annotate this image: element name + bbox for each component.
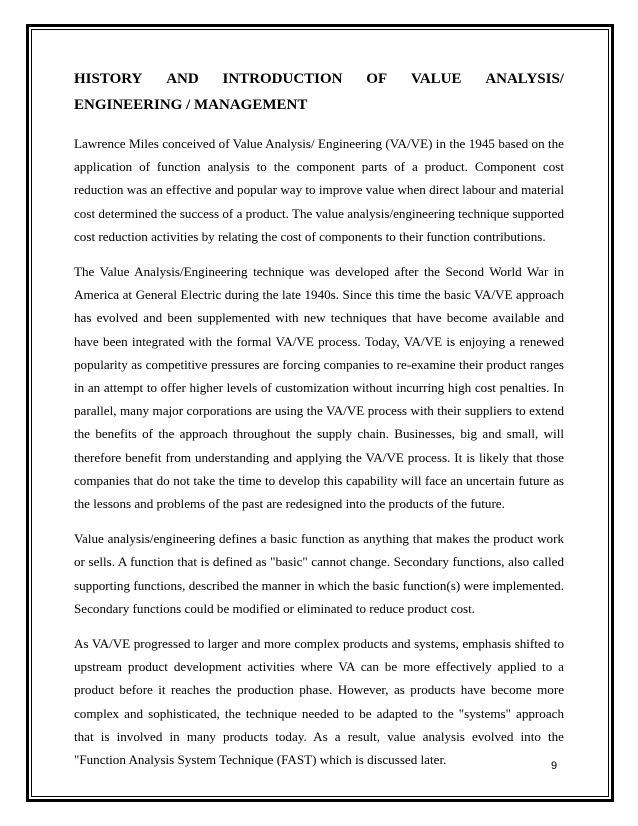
section-heading [74, 66, 564, 118]
heading-word: HISTORY [74, 71, 143, 87]
heading-word: OF [366, 71, 388, 87]
heading-word: VALUE [410, 71, 462, 87]
paragraph: Value analysis/engineering defines a basic function as anything that makes the product work or sells. A function that is defined as "basic" cannot change. Secondary functions, also called supporting functions, described the manner in which the basic function(s) were implemented. Secondary functions could be modified or eliminated to reduce product cost. [74, 531, 564, 616]
paragraph: Lawrence Miles conceived of Value Analysis/ Engineering (VA/VE) in the 1945 based on the application of function analysis to the component parts of a product. Component cost reduction was an effective and popular way to improve value when direct labour and material cost determined the success of a product. The value analysis/engineering technique supported cost reduction activities by relating the cost of components to their function contributions. [74, 136, 564, 244]
page-number: 9 [551, 760, 558, 772]
paragraph: As VA/VE progressed to larger and more complex products and systems, emphasis shifted to upstream product development activities where VA can be more effectively applied to a product before it reaches the production phase. However, as products have become more complex and sophisticated, the technique needed to be adapted to the "systems" approach that is involved in many products today. As a result, value analysis evolved into the "Function Analysis System Technique (FAST) which is discussed later. [74, 636, 564, 768]
heading-word: ANALYSIS/ [485, 71, 564, 87]
heading-line-1 [74, 66, 564, 92]
heading-line-2: ENGINEERING / MANAGEMENT [74, 97, 308, 113]
paragraph: The Value Analysis/Engineering technique was developed after the Second World War in America at General Electric during the late 1940s. Since this time the basic VA/VE approach has evolved and been supplemented with new techniques that have become available and have been integrated with the formal VA/VE process. Today, VA/VE is enjoying a renewed popularity as competitive pressures are forcing companies to re-examine their product ranges in an attempt to offer higher levels of customization without incurring high cost penalties. In parallel, many major corporations are using the VA/VE process with their suppliers to extend the benefits of the approach throughout the supply chain. Businesses, big and small, will therefore benefit from understanding and applying the VA/VE process. It is likely that those companies that do not take the time to develop this capability will face an uncertain future as the lessons and problems of the past are redesigned into the products of the future. [74, 264, 564, 512]
page-content [74, 66, 564, 783]
heading-word: INTRODUCTION [222, 71, 343, 87]
heading-word: AND [166, 71, 199, 87]
